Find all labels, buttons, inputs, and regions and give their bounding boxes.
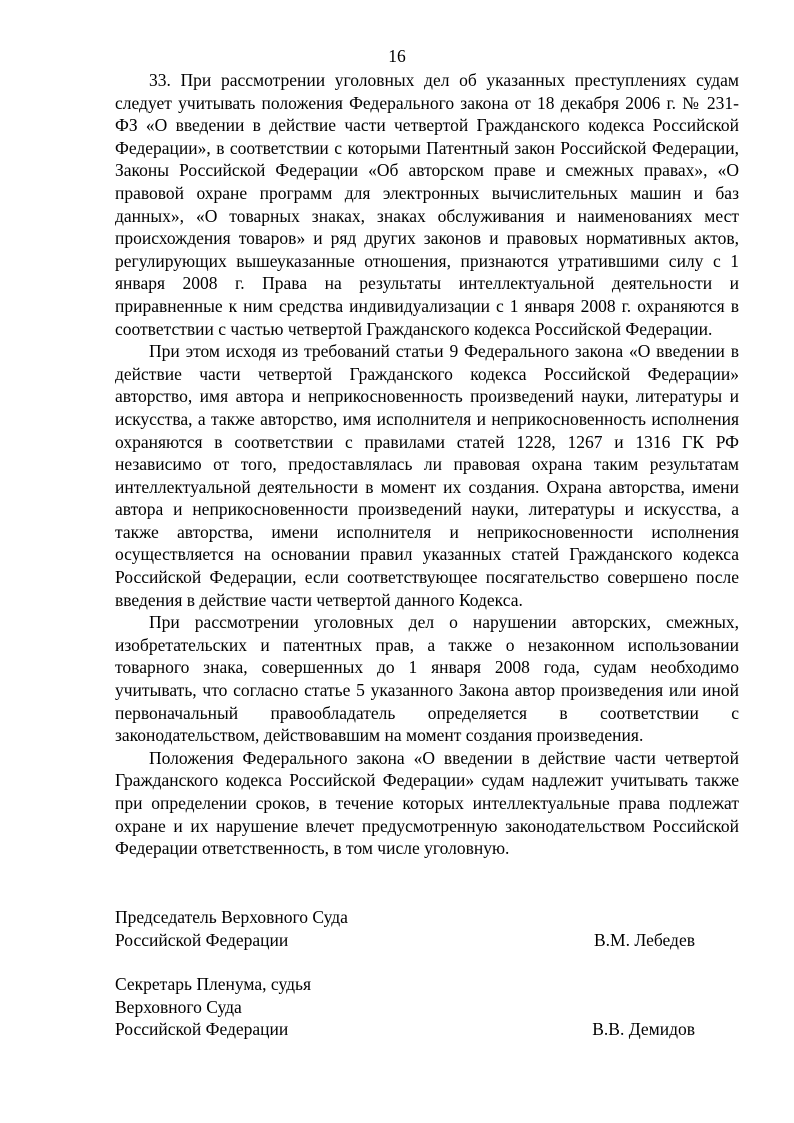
paragraph-33: 33. При рассмотрении уголовных дел об указанных преступлениях судам следует учитывать положения Федерального закона от 18 декабря 2006 г. № 231-ФЗ «О введении в действие части четвертой Гражданского кодекса Российской Федерации», в соответствии с которыми Патентный закон Российской Федерации, Законы Российской Федерации «Об авторском праве и смежных правах», «О правовой охране программ для электронных вычислительных машин и баз данных», «О товарных знаках, знаках обслуживания и наименованиях мест происхождения товаров» и ряд других законов и правовых нормативных актов, регулирующих вышеуказанные отношения, признаются утратившими силу с 1 января 2008 г. Права на результаты интеллектуальной деятельности и приравненные к ним средства индивидуализации с 1 января 2008 г. охраняются в соответствии с частью четвертой Гражданского кодекса Российской Федерации. [115, 70, 739, 339]
secretary-title-line2: Верховного Суда [115, 996, 242, 1017]
page-number: 16 [388, 46, 406, 66]
secretary-title-line1: Секретарь Пленума, судья [115, 974, 312, 994]
secretary-signature-block [115, 973, 739, 1041]
chairman-name: В.М. Лебедев [593, 929, 695, 950]
secretary-name: В.В. Демидов [592, 1019, 695, 1040]
document-body [115, 69, 739, 860]
paragraph-terms: Положения Федерального закона «О введении в действие части четвертой Гражданского кодекса Российской Федерации» судам надлежит учитывать также при определении сроков, в течение которых интеллектуальные права подлежат охране и их нарушение влечет предусмотренную законодательством Российской Федерации ответственность, в том числе уголовную. [115, 747, 739, 859]
chairman-signature-block [115, 906, 739, 951]
chairman-title-line2: Российской Федерации [115, 929, 289, 950]
secretary-title-line3: Российской Федерации [115, 1019, 289, 1040]
chairman-title-line1: Председатель Верховного Суда [115, 907, 348, 927]
paragraph-authorship: При этом исходя из требований статьи 9 Федерального закона «О введении в действие части четвертой Гражданского кодекса Российской Федерации» авторство, имя автора и неприкосновенность произведений науки, литературы и искусства, а также авторство, имя исполнителя и неприкосновенность исполнения охраняются в соответствии с правилами статей 1228, 1267 и 1316 ГК РФ независимо от того, предоставлялась ли правовая охрана таким результатам интеллектуальной деятельности в момент их создания. Охрана авторства, имени автора и неприкосновенности произведений науки, литературы и искусства, а также авторства, имени исполнителя и неприкосновенности исполнения осуществляется на основании правил указанных статей Гражданского кодекса Российской Федерации, если соответствующее посягательство совершено после введения в действие части четвертой данного Кодекса. [115, 341, 739, 610]
paragraph-before-2008: При рассмотрении уголовных дел о нарушении авторских, смежных, изобретательских и патентных прав, а также о незаконном использовании товарного знака, совершенных до 1 января 2008 года, судам необходимо учитывать, что согласно статье 5 указанного Закона автор произведения или иной первоначальный правообладатель определяется в соответствии с законодательством, действовавшим на момент создания произведения. [115, 612, 739, 746]
